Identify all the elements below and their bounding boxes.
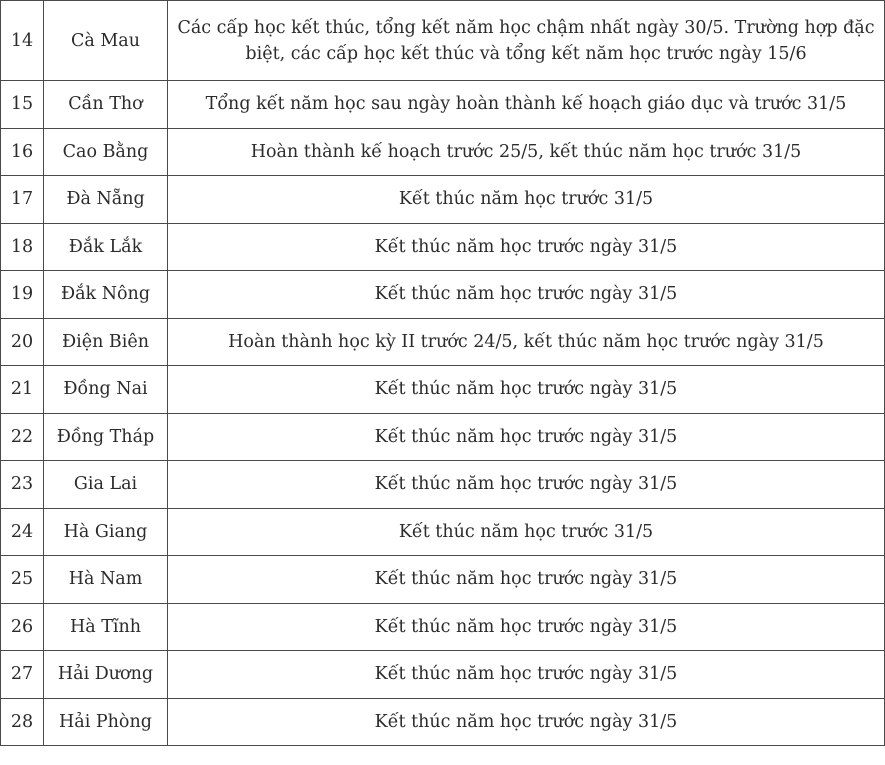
row-number: 25 (1, 556, 44, 604)
schedule-note: Kết thúc năm học trước ngày 31/5 (168, 651, 885, 699)
table-row (1, 176, 885, 224)
row-number: 16 (1, 128, 44, 176)
table-row (1, 603, 885, 651)
province-name: Hà Giang (44, 508, 168, 556)
schedule-note: Kết thúc năm học trước ngày 31/5 (168, 413, 885, 461)
province-name: Đà Nẵng (44, 176, 168, 224)
row-number: 21 (1, 366, 44, 414)
schedule-note: Kết thúc năm học trước ngày 31/5 (168, 366, 885, 414)
row-number: 15 (1, 81, 44, 129)
schedule-note: Hoàn thành kế hoạch trước 25/5, kết thúc năm học trước 31/5 (168, 128, 885, 176)
schedule-note: Kết thúc năm học trước ngày 31/5 (168, 223, 885, 271)
province-name: Đắk Nông (44, 271, 168, 319)
schedule-note: Các cấp học kết thúc, tổng kết năm học chậm nhất ngày 30/5. Trường hợp đặc biệt, các cấp học kết thúc và tổng kết năm học trước ngày 15/6 (168, 1, 885, 81)
row-number: 26 (1, 603, 44, 651)
table-row (1, 81, 885, 129)
schedule-note: Tổng kết năm học sau ngày hoàn thành kế hoạch giáo dục và trước 31/5 (168, 81, 885, 129)
schedule-note: Kết thúc năm học trước ngày 31/5 (168, 271, 885, 319)
table-row (1, 271, 885, 319)
province-name: Đồng Tháp (44, 413, 168, 461)
row-number: 20 (1, 318, 44, 366)
row-number: 28 (1, 698, 44, 746)
schedule-note: Kết thúc năm học trước 31/5 (168, 176, 885, 224)
province-name: Gia Lai (44, 461, 168, 509)
province-name: Cao Bằng (44, 128, 168, 176)
table-row (1, 651, 885, 699)
province-name: Hải Phòng (44, 698, 168, 746)
table-row (1, 223, 885, 271)
table-row (1, 128, 885, 176)
province-name: Đồng Nai (44, 366, 168, 414)
table-row (1, 318, 885, 366)
row-number: 24 (1, 508, 44, 556)
row-number: 18 (1, 223, 44, 271)
row-number: 23 (1, 461, 44, 509)
schedule-note: Kết thúc năm học trước ngày 31/5 (168, 556, 885, 604)
row-number: 27 (1, 651, 44, 699)
table-row (1, 508, 885, 556)
schedule-note: Kết thúc năm học trước 31/5 (168, 508, 885, 556)
table-row (1, 366, 885, 414)
province-name: Hải Dương (44, 651, 168, 699)
row-number: 22 (1, 413, 44, 461)
province-name: Cần Thơ (44, 81, 168, 129)
table-row (1, 556, 885, 604)
province-name: Cà Mau (44, 1, 168, 81)
schedule-note: Hoàn thành học kỳ II trước 24/5, kết thúc năm học trước ngày 31/5 (168, 318, 885, 366)
schedule-note: Kết thúc năm học trước ngày 31/5 (168, 698, 885, 746)
province-name: Hà Nam (44, 556, 168, 604)
schedule-note: Kết thúc năm học trước ngày 31/5 (168, 603, 885, 651)
schedule-note: Kết thúc năm học trước ngày 31/5 (168, 461, 885, 509)
table-row (1, 698, 885, 746)
row-number: 19 (1, 271, 44, 319)
province-name: Đắk Lắk (44, 223, 168, 271)
table-row (1, 413, 885, 461)
table-body (1, 0, 885, 746)
row-number: 14 (1, 1, 44, 81)
table-row (1, 1, 885, 81)
province-name: Hà Tĩnh (44, 603, 168, 651)
table-row (1, 461, 885, 509)
row-number: 17 (1, 176, 44, 224)
province-name: Điện Biên (44, 318, 168, 366)
